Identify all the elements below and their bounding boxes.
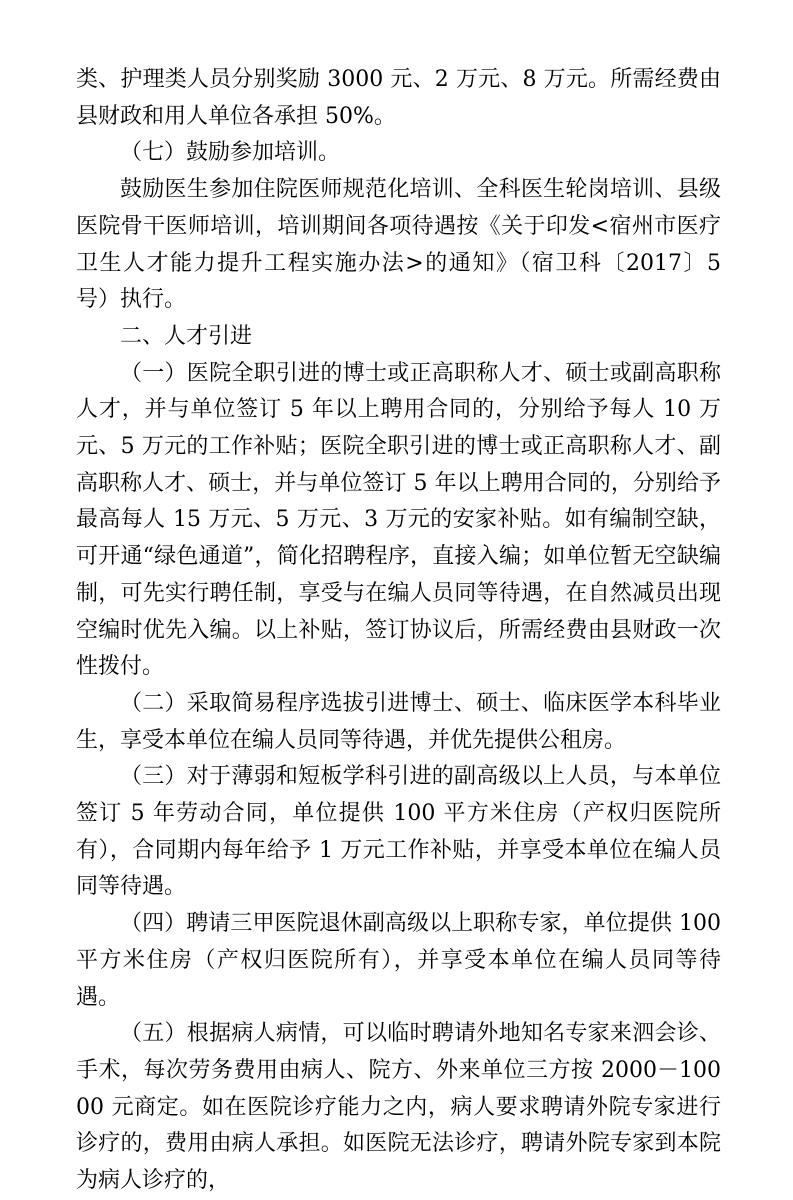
heading-encourage-training: （七）鼓励参加培训。 bbox=[120, 140, 341, 166]
paragraph-item-5: （五）根据病人病情，可以临时聘请外地知名专家来泗会诊、手术，每次劳务费用由病人、院方、外来单位三方按 2000－10000 元商定。如在医院诊疗能力之内，病人要求聘请外院专家进行诊疗的，费用由病人承担。如医院无法诊疗，聘请外院专家到本院为病人诊疗的， bbox=[76, 1021, 721, 1194]
section-heading-talent-introduction: 二、人才引进 bbox=[120, 323, 253, 349]
paragraph-continuation-awards: 类、护理类人员分别奖励 3000 元、2 万元、8 万元。所需经费由县财政和用人单位各承担 50%。 bbox=[76, 67, 721, 129]
document-body bbox=[76, 62, 721, 1200]
paragraph-item-2: （二）采取简易程序选拔引进博士、硕士、临床医学本科毕业生，享受本单位在编人员同等待遇，并优先提供公租房。 bbox=[76, 690, 721, 753]
paragraph-training: 鼓励医生参加住院医师规范化培训、全科医生轮岗培训、县级医院骨干医师培训，培训期间各项待遇按《关于印发<宿州市医疗卫生人才能力提升工程实施办法>的通知》（宿卫科〔2017〕5 号）执行。 bbox=[76, 177, 721, 313]
paragraph-item-3: （三）对于薄弱和短板学科引进的副高级以上人员，与本单位签订 5 年劳动合同，单位提供 100 平方米住房（产权归医院所有），合同期内每年给予 1 万元工作补贴，并享受本单位在编人员同等待遇。 bbox=[76, 764, 721, 900]
paragraph-item-4: （四）聘请三甲医院退休副高级以上职称专家，单位提供 100 平方米住房（产权归医院所有），并享受本单位在编人员同等待遇。 bbox=[76, 911, 721, 1010]
paragraph-item-1: （一）医院全职引进的博士或正高职称人才、硕士或副高职称人才，并与单位签订 5 年以上聘用合同的，分别给予每人 10 万元、5 万元的工作补贴；医院全职引进的博士或正高职称人才、副高职称人才、硕士，并与单位签订 5 年以上聘用合同的，分别给予最高每人 15 万元、5 万元、3 万元的安家补贴。如有编制空缺，可开通“绿色通道”，简化招聘程序，直接入编；如单位暂无空缺编制，可先实行聘任制，享受与在编人员同等待遇，在自然减员出现空编时优先入编。以上补贴，签订协议后，所需经费由县财政一次性拨付。 bbox=[76, 360, 721, 680]
